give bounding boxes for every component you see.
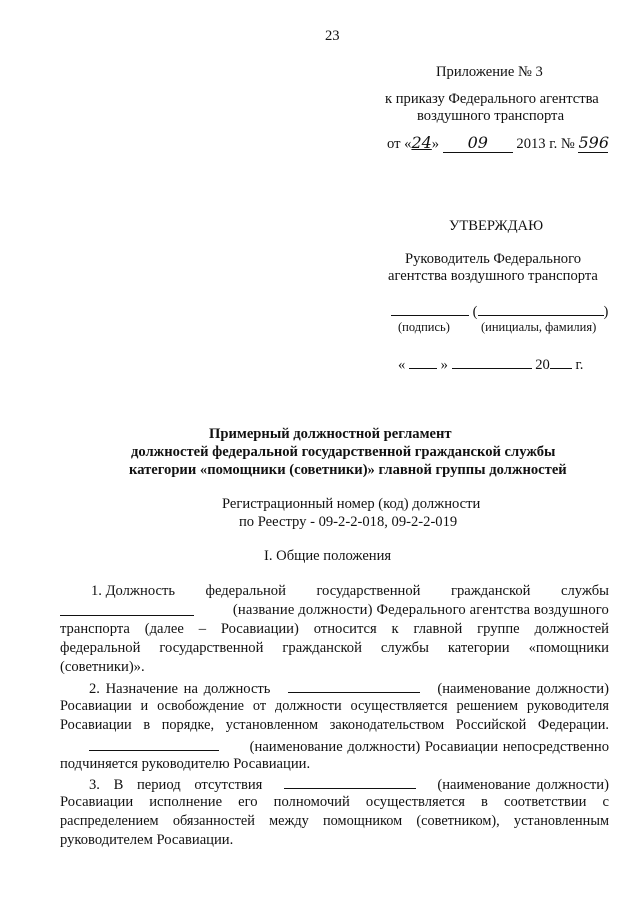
approval-date-line [398,355,583,374]
signature-line [391,302,608,321]
p2-line-1-start: 2. Назначение на должность [89,681,271,697]
p3-line-1-end: (наименование должности) [437,777,609,793]
order-date-mid: » [431,136,440,152]
appendix-title: Приложение № 3 [436,64,543,80]
p1-word: 1. Должность [91,583,175,599]
approval-year-blank [550,355,572,369]
approval-date-quote-close: » [440,357,448,373]
p3-line-3: распределением обязанностей между помощником (советником), установленным [60,813,609,829]
registration-line-1: Регистрационный номер (код) должности [222,496,481,512]
p2-line-4-text: (наименование должности) Росавиации непосредственно [249,739,609,755]
approval-year-prefix: 20 [535,357,550,373]
p1-line-2 [60,602,609,619]
order-number-handwritten: 596 [578,133,610,152]
approval-month-blank [452,355,532,369]
order-date-line [387,134,608,153]
page-number: 23 [325,28,340,44]
appendix-line-2: воздушного транспорта [417,108,565,124]
p2-line-1 [89,679,609,698]
p1-line-1 [91,583,609,600]
appendix-line-1: к приказу Федерального агентства [385,91,599,107]
p2-position-blank [288,679,420,693]
p2-line-4 [89,737,609,756]
section-title: I. Общие положения [264,548,392,564]
p1-word: государственной [316,583,421,599]
doc-title-line-1: Примерный должностной регламент [209,426,452,442]
doc-title-line-3: категории «помощники (советники)» главной группы должностей [129,462,567,478]
close-paren: ) [603,304,609,320]
p1-line-5: (советники)». [60,659,145,675]
p2-line-3: Росавиации в порядке, установленном законодательством Российской Федерации. [60,717,609,733]
name-label: (инициалы, фамилия) [481,320,597,334]
p3-line-4: руководителем Росавиации. [60,832,234,848]
approval-year-suffix: г. [575,357,584,373]
p1-word: службы [560,583,609,599]
name-blank [478,302,604,316]
p1-line-2-text: (название должности) Федерального агентства воздушного [232,602,609,618]
order-date-prefix: от « [387,136,412,152]
approval-day-blank [409,355,437,369]
p3-line-1-start: 3. В период отсутствия [89,777,263,793]
signature-blank [391,302,469,316]
p1-word: федеральной [205,583,286,599]
order-year: 2013 г. № [516,136,575,152]
p2-line-1-end: (наименование должности) [437,681,609,697]
p2-line-5: подчиняется руководителю Росавиации. [60,756,311,772]
p3-position-blank [284,775,416,789]
approval-heading: УТВЕРЖДАЮ [449,218,544,234]
p3-line-2: Росавиации исполнение его полномочий осуществляется в соответствии с [60,794,609,810]
p1-word: гражданской [450,583,531,599]
p2-line-2: Росавиации и освобождение от должности осуществляется решением руководителя [60,698,609,714]
order-month-handwritten: 09 [443,134,513,153]
p3-line-1 [89,775,609,794]
p1-line-4: федеральной государственной гражданской службы категории «помощники [60,640,609,656]
registration-line-2: по Реестру - 09-2-2-018, 09-2-2-019 [239,514,458,530]
position-name-blank [60,602,194,616]
open-paren: ( [472,304,478,320]
approval-date-quote-open: « [398,357,406,373]
approval-line-1: Руководитель Федерального [405,251,581,267]
order-day-handwritten: 24 [411,133,432,152]
p2-subordinate-blank [89,737,219,751]
approval-line-2: агентства воздушного транспорта [388,268,598,284]
p1-line-3: транспорта (далее – Росавиации) относится к главной группе должностей [60,621,609,637]
signature-label: (подпись) [398,320,450,334]
doc-title-line-2: должностей федеральной государственной гражданской службы [131,444,556,460]
